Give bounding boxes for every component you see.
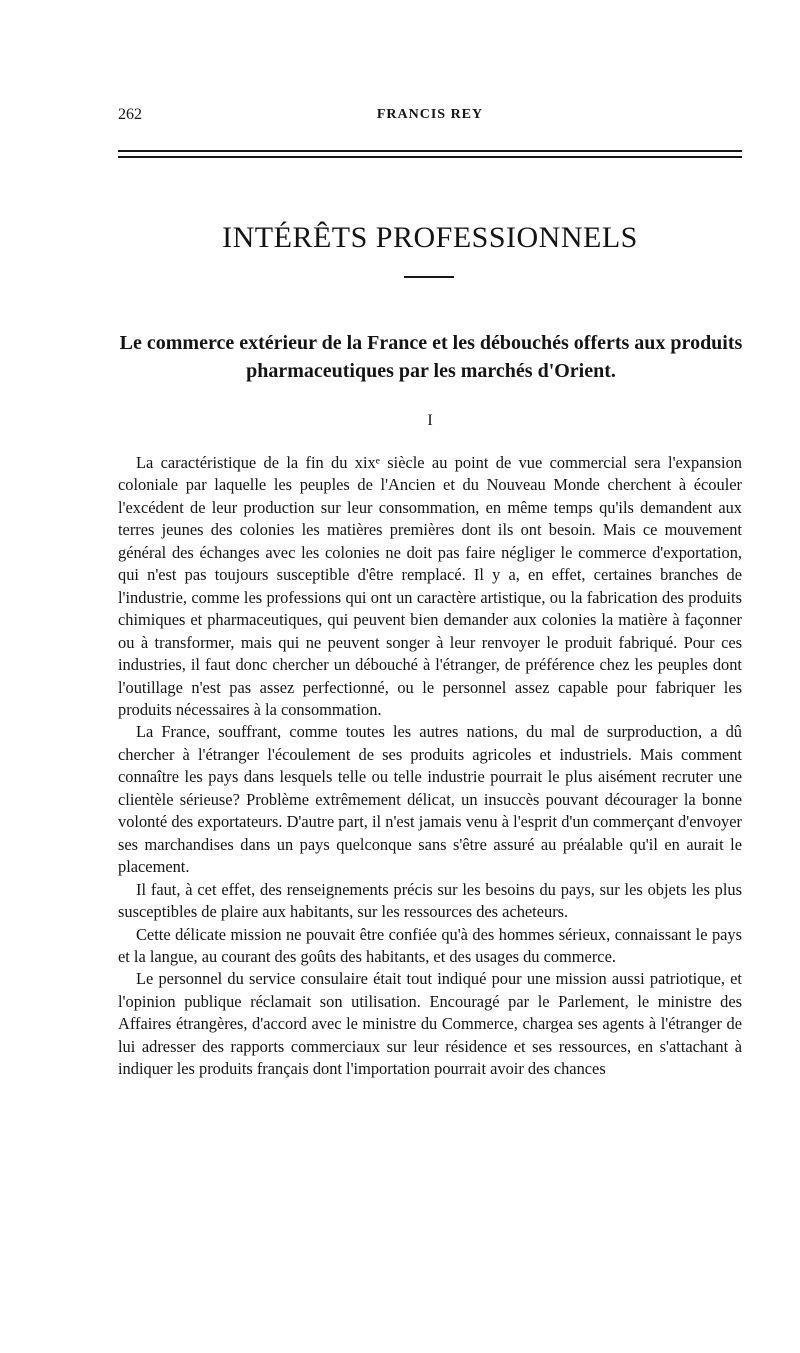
part-numeral: I	[427, 412, 433, 429]
article-title: Le commerce extérieur de la France et les débouchés offerts aux produits pharmaceutiques par les marchés d'Orient.	[119, 332, 743, 382]
paragraph: Cette délicate mission ne pouvait être confiée qu'à des hommes sérieux, connaissant le pays et la langue, au courant des goûts des habitants, et des usages du commerce.	[118, 924, 742, 966]
header-rule	[118, 150, 742, 152]
paragraph: La caractéristique de la fin du xixᵉ siècle au point de vue commercial sera l'expansion coloniale par laquelle les peuples de l'Ancien et du Nouveau Monde cherchent à écouler l'excédent de leur production sur leur consommation, en même temps qu'ils demandent aux terres jeunes des colonies les matières premières dont ils ont besoin. Mais ce mouvement général des échanges avec les colonies ne doit pas faire négliger le commerce d'exportation, qui n'est pas toujours susceptible d'être remplacé. Il y a, en effet, certaines branches de l'industrie, comme les professions qui ont un caractère artistique, ou la fabrication des produits chimiques et pharmaceutiques, qui peuvent bien demander aux colonies la matière à façonner ou à transformer, mais qui ne peuvent songer à leur renvoyer le produit fabriqué. Pour ces industries, il faut donc chercher un débouché à l'étranger, de préférence chez les peuples dont l'outillage n'est pas assez perfectionné, ou le personnel assez capable pour fabriquer les produits nécessaires à la consommation.	[118, 453, 742, 719]
paragraph: Il faut, à cet effet, des renseignements précis sur les besoins du pays, sur les objets les plus susceptibles de plaire aux habitants, sur les ressources des acheteurs.	[118, 879, 742, 922]
page-number: 262	[118, 106, 142, 123]
header-rule-double	[118, 156, 742, 158]
running-head	[118, 106, 742, 130]
paragraph: La France, souffrant, comme toutes les autres nations, du mal de surproduction, a dû chercher à l'étranger l'écoulement de ses produits agricoles et industriels. Mais comment connaître les pays dans lesquels telle ou telle industrie pourrait le plus aisément recruter une clientèle sérieuse? Problème extrêmement délicat, un insuccès pouvant décourager la bonne volonté des exportateurs. D'autre part, il n'est jamais venu à l'esprit d'un commerçant d'envoyer ses marchandises dans un pays quelconque sans s'être assuré au préalable qu'il en aurait le placement.	[118, 722, 742, 877]
body-text	[118, 452, 742, 1081]
section-title: INTÉRÊTS PROFESSIONNELS	[222, 221, 638, 254]
paragraph: Le personnel du service consulaire était tout indiqué pour une mission aussi patriotique, et l'opinion publique réclamait son utilisation. Encouragé par le Parlement, le ministre des Affaires étrangères, d'accord avec le ministre du Commerce, chargea ses agents à l'étranger de lui adresser des rapports commerciaux sur leur résidence et ses ressources, en s'attachant à indiquer les produits français dont l'importation pourrait avoir des chances	[118, 969, 742, 1079]
running-title: FRANCIS REY	[376, 107, 484, 122]
title-rule	[404, 276, 454, 278]
